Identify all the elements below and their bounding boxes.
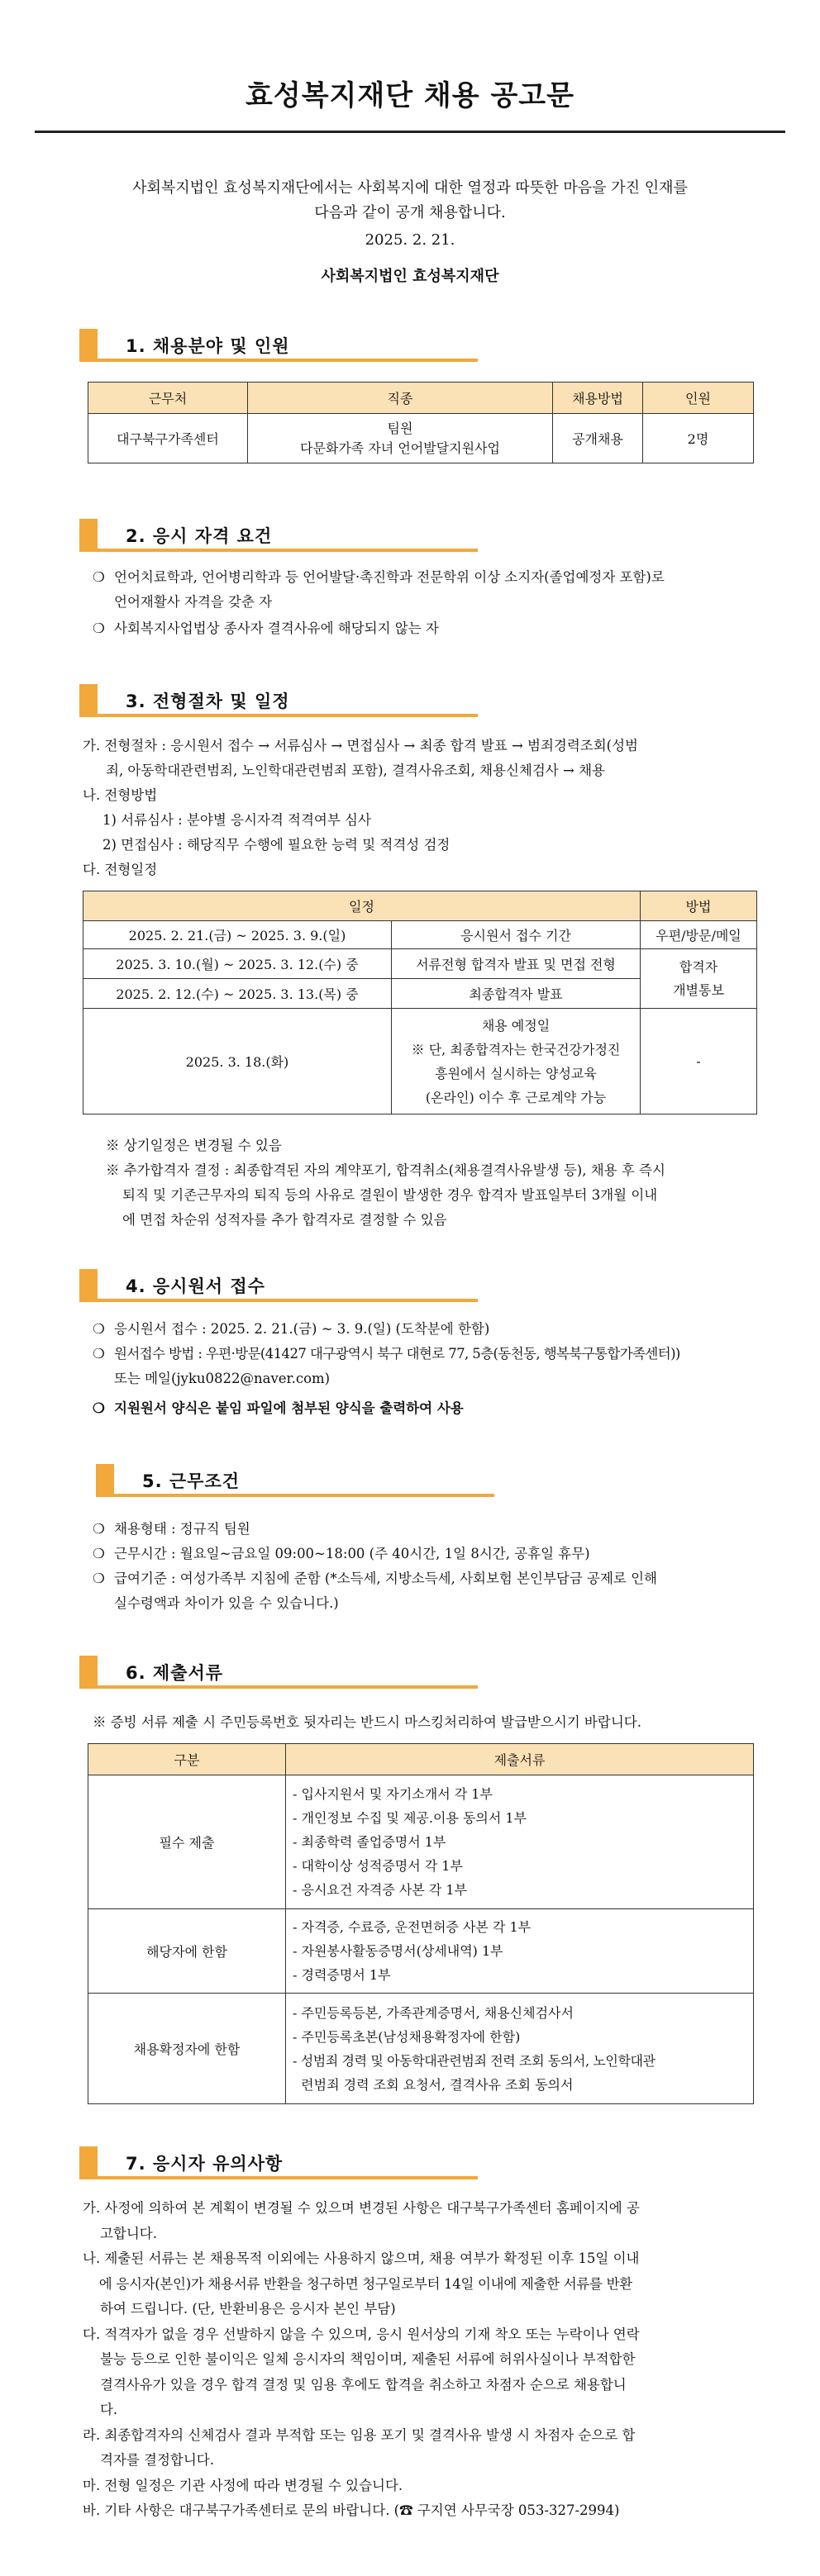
method-line: 개별통보 (673, 981, 724, 998)
notice-line: 격자를 결정합니다. (83, 2452, 214, 2468)
title-underline (35, 131, 785, 133)
note-line: ※ 상기일정은 변경될 수 있음 (106, 1138, 282, 1153)
section-underline (98, 1685, 478, 1689)
table-cell (641, 949, 757, 1009)
note-line: ※ 추가합격자 결정 : 최종합격된 자의 계약포기, 합격취소(채용결격사유발생 등), 채용 후 즉시 (106, 1162, 665, 1178)
notice-line: 바. 기타 사항은 대구북구가족센터로 문의 바랍니다. (☎ 구지연 사무국장 053-327-2994) (83, 2502, 620, 2518)
intro-line-1: 사회복지법인 효성복지재단에서는 사회복지에 대한 열정과 따뜻한 마음을 가진 인재를 (132, 179, 688, 197)
table-cell: 2025. 2. 12.(수) ~ 2025. 3. 13.(목) 중 (83, 979, 392, 1009)
table-cell: 해당자에 한함 (88, 1909, 286, 1994)
notice-line: 결격사유가 있을 경우 합격 결정 및 임용 후에도 합격을 취소하고 차점자 순으로 채용합니 (83, 2376, 627, 2393)
notice-line: 하여 드립니다. (단, 반환비용은 응시자 본인 부담) (83, 2301, 396, 2317)
bullet-icon: ❍ (93, 1571, 105, 1586)
list-item-text (114, 1342, 680, 1391)
text-line: 언어재활사 자격을 갖춘 자 (114, 594, 273, 610)
text-line: 다. 전형일정 (83, 862, 158, 877)
section-title: 3. 전형절차 및 일정 (126, 692, 290, 711)
notice-line: 고합니다. (83, 2225, 157, 2241)
table-cell: 2025. 3. 18.(화) (83, 1009, 392, 1115)
bullet-icon: ❍ (93, 1546, 105, 1561)
section-title: 6. 제출서류 (126, 1663, 224, 1683)
note-line: ※ 증빙 서류 제출 시 주민등록번호 뒷자리는 반드시 마스킹처리하여 발급받으시기 바랍니다. (93, 1714, 641, 1730)
doc-item: - 최종학력 졸업증명서 1부 (293, 1834, 446, 1850)
table-header: 근무처 (88, 383, 248, 414)
intro-text (0, 176, 820, 226)
notice-line: 마. 전형 일정은 기관 사정에 따라 변경될 수 있습니다. (83, 2477, 403, 2493)
doc-item: - 응시요건 자격증 사본 각 1부 (293, 1882, 468, 1898)
section-marker (79, 329, 98, 362)
text-line: 언어치료학과, 언어병리학과 등 언어발달·촉진학과 전문학위 이상 소지자(졸업예정자 포함)로 (114, 569, 665, 585)
list-item-text: 지원원서 양식은 붙임 파일에 첨부된 양식을 출력하여 사용 (114, 1400, 464, 1416)
recruitment-table (88, 382, 754, 463)
page-title: 효성복지재단 채용 공고문 (246, 79, 574, 112)
method-line: 합격자 (679, 958, 718, 975)
doc-item: 련범죄 경력 조회 요청서, 결격사유 조회 동의서 (293, 2076, 574, 2093)
bullet-icon: ❍ (93, 1521, 105, 1537)
section-underline (98, 2176, 478, 2179)
list-item-text: 근무시간 : 월요일~금요일 09:00~18:00 (주 40시간, 1일 8시간, 공휴일 휴무) (114, 1546, 590, 1561)
job-title: 팀원 (387, 420, 413, 436)
section-underline (98, 359, 478, 362)
section-marker (79, 519, 98, 552)
note-line: 퇴직 및 기존근무자의 퇴직 등의 사유로 결원이 발생한 경우 합격자 발표일부터 3개월 이내 (122, 1187, 658, 1203)
text-line: 죄, 아동학대관련범죄, 노인학대관련범죄 포함), 결격사유조회, 채용신체검사 → 채용 (106, 763, 605, 778)
documents-table (88, 1743, 754, 2104)
table-cell (248, 414, 553, 463)
section-title: 4. 응시원서 접수 (126, 1276, 265, 1296)
table-cell: 2025. 2. 21.(금) ~ 2025. 3. 9.(일) (83, 921, 392, 949)
section-title: 7. 응시자 유의사항 (126, 2154, 284, 2174)
text-line: 가. 전형절차 : 응시원서 접수 → 서류심사 → 면접심사 → 최종 합격 발표 → 범죄경력조회(성범 (83, 738, 638, 753)
section-title: 5. 근무조건 (142, 1471, 241, 1491)
text-line: 원서접수 방법 : 우편·방문(41427 대구광역시 북구 대현로 77, 5층(동천동, 행복북구통합가족센터)) (114, 1346, 680, 1362)
notice-line: 다. (83, 2402, 118, 2417)
table-cell: 최종합격자 발표 (392, 979, 641, 1009)
text-line: 실수령액과 차이가 있을 수 있습니다.) (114, 1595, 339, 1611)
list-item-text: 응시원서 접수 : 2025. 2. 21.(금) ~ 3. 9.(일) (도착분에 한함) (114, 1321, 490, 1337)
bullet-icon: ❍ (93, 1321, 105, 1337)
table-cell: 대구북구가족센터 (88, 414, 248, 463)
doc-item: - 자원봉사활동증명서(상세내역) 1부 (293, 1943, 503, 1959)
bullet-icon: ❍ (93, 1400, 105, 1416)
list-item-text (114, 565, 665, 615)
table-header: 제출서류 (286, 1744, 754, 1775)
table-header: 방법 (641, 891, 757, 921)
table-cell (392, 1009, 641, 1115)
table-cell: 2명 (643, 414, 754, 463)
intro-line-2: 다음과 같이 공개 채용합니다. (314, 204, 506, 221)
notice-line: 나. 제출된 서류는 본 채용목적 이외에는 사용하지 않으며, 채용 여부가 확정된 이후 15일 이내 (83, 2250, 640, 2266)
table-header: 일정 (83, 891, 641, 921)
announcement-date: 2025. 2. 21. (365, 231, 455, 249)
organization-name: 사회복지법인 효성복지재단 (321, 268, 499, 285)
section-marker (79, 2146, 98, 2179)
doc-item: - 주민등록초본(남성채용확정자에 한함) (293, 2028, 521, 2045)
notice-line: 불능 등으로 인한 불이익은 일체 응시자의 책임이며, 제출된 서류에 허위사실이나 부적합한 (83, 2351, 636, 2367)
doc-item: - 성범죄 경력 및 아동학대관련범죄 전력 조회 동의서, 노인학대관 (293, 2052, 656, 2069)
text-line: 급여기준 : 여성가족부 지침에 준함 (*소득세, 지방소득세, 사회보험 본인부담금 공제로 인해 (114, 1571, 657, 1586)
schedule-table (83, 891, 757, 1115)
note-line: 에 면접 차순위 성적자를 추가 합격자로 결정할 수 있음 (122, 1212, 447, 1228)
bullet-icon: ❍ (93, 569, 105, 585)
text-line: 2) 면접심사 : 해당직무 수행에 필요한 능력 및 적격성 검정 (102, 837, 451, 853)
notice-line: 라. 최종합격자의 신체검사 결과 부적합 또는 임용 포기 및 결격사유 발생 시 차점자 순으로 합 (83, 2426, 636, 2443)
section-marker (79, 684, 98, 717)
section-marker (79, 1269, 98, 1302)
notice-line: 에 응시자(본인)가 채용서류 반환을 청구하면 청구일로부터 14일 이내에 제출한 서류를 반환 (83, 2275, 632, 2292)
text-line: 1) 서류심사 : 분야별 응시자격 적격여부 심사 (102, 812, 371, 828)
desc-line: (온라인) 이수 후 근로계약 가능 (425, 1089, 607, 1105)
table-cell: 공개채용 (553, 414, 643, 463)
bullet-icon: ❍ (93, 620, 105, 636)
table-header: 직종 (248, 383, 553, 414)
section-title: 1. 채용분야 및 인원 (126, 336, 290, 356)
table-cell (286, 1994, 754, 2104)
section-underline (98, 549, 478, 552)
table-cell: 2025. 3. 10.(월) ~ 2025. 3. 12.(수) 중 (83, 949, 392, 979)
desc-line: ※ 단, 최종합격자는 한국건강가정진 (411, 1041, 621, 1057)
doc-item: - 주민등록등본, 가족관계증명서, 채용신체검사서 (293, 2004, 574, 2021)
list-item-text (114, 1566, 657, 1616)
job-program: 다문화가족 자녀 언어발달지원사업 (299, 440, 500, 456)
table-cell (286, 1909, 754, 1994)
section-underline (114, 1494, 494, 1497)
section-marker (79, 1656, 98, 1689)
table-header: 인원 (643, 383, 754, 414)
doc-item: - 입사지원서 및 자기소개서 각 1부 (293, 1786, 493, 1802)
notice-line: 가. 사정에 의하여 본 계획이 변경될 수 있으며 변경된 사항은 대구북구가족센터 홈페이지에 공 (83, 2200, 640, 2216)
doc-item: - 대학이상 성적증명서 각 1부 (293, 1858, 463, 1874)
doc-item: - 자격증, 수료증, 운전면허증 사본 각 1부 (293, 1919, 532, 1935)
table-cell: 서류전형 합격자 발표 및 면접 전형 (392, 949, 641, 979)
table-cell: 응시원서 접수 기간 (392, 921, 641, 949)
desc-line: 채용 예정일 (481, 1017, 551, 1034)
table-cell: - (641, 1009, 757, 1115)
bullet-icon: ❍ (93, 1346, 105, 1362)
table-cell: 채용확정자에 한함 (88, 1994, 286, 2104)
table-header: 채용방법 (553, 383, 643, 414)
list-item-text: 채용형태 : 정규직 팀원 (114, 1521, 250, 1537)
doc-item: - 개인정보 수집 및 제공.이용 동의서 1부 (293, 1810, 527, 1826)
text-line: 나. 전형방법 (83, 787, 158, 803)
section-underline (98, 714, 478, 717)
section-title: 2. 응시 자격 요건 (126, 526, 273, 546)
notice-line: 다. 적격자가 없을 경우 선발하지 않을 수 있으며, 응시 원서상의 기재 착오 또는 누락이나 연락 (83, 2326, 640, 2342)
desc-line: 흥원에서 실시하는 양성교육 (435, 1065, 597, 1081)
notice-list (83, 2196, 777, 2524)
section-underline (98, 1299, 478, 1302)
section-marker (96, 1464, 114, 1497)
table-header: 구분 (88, 1744, 286, 1775)
table-cell: 우편/방문/메일 (641, 921, 757, 949)
table-cell: 필수 제출 (88, 1775, 286, 1909)
text-line: 또는 메일(jyku0822@naver.com) (114, 1371, 331, 1386)
list-item-text: 사회복지사업법상 종사자 결격사유에 해당되지 않는 자 (114, 620, 439, 636)
doc-item: - 경력증명서 1부 (293, 1967, 391, 1983)
table-cell (286, 1775, 754, 1909)
